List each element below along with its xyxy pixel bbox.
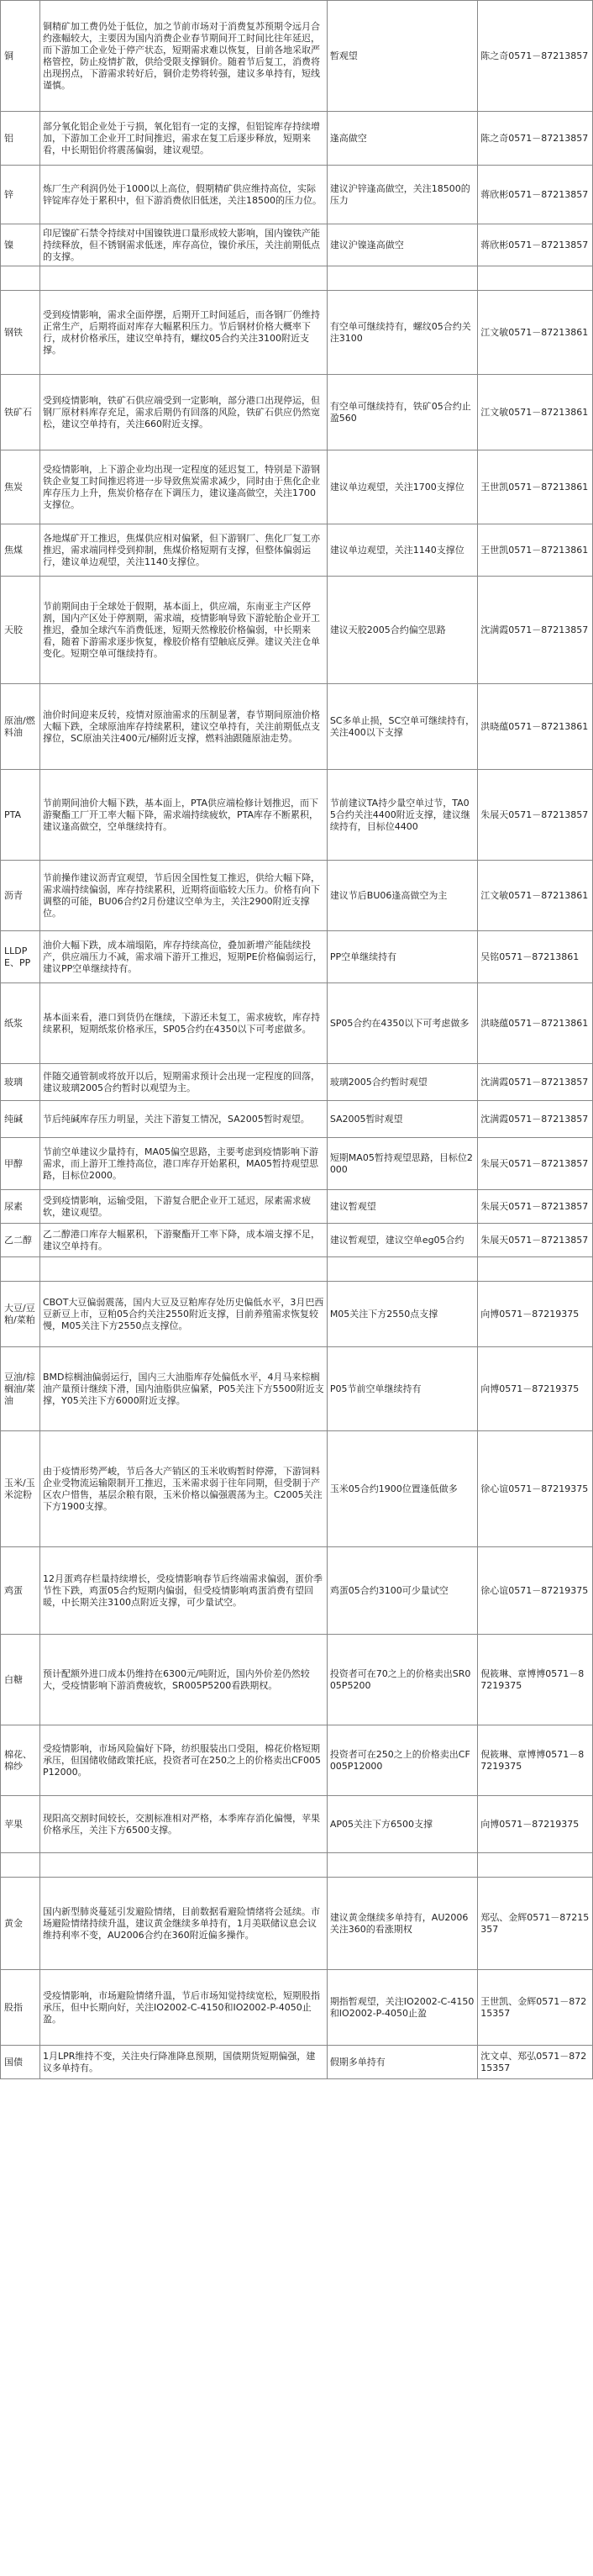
empty-cell bbox=[1, 1853, 40, 1878]
trading-view: 节前建议TA持少量空单过节，TA05合约关注4400附近支撑，建议继续持有，目标位4400 bbox=[327, 770, 477, 861]
commodity-name: 铁矿石 bbox=[1, 375, 40, 450]
analyst-contact: 倪筱琳、章博博0571－87219375 bbox=[478, 1725, 593, 1796]
analyst-contact: 蒋欣彬0571－87213857 bbox=[478, 224, 593, 266]
commodity-name: 苹果 bbox=[1, 1796, 40, 1853]
commodity-row bbox=[1, 1347, 593, 1431]
trading-view: 投资者可在70之上的价格卖出SR005P5200 bbox=[327, 1635, 477, 1725]
section-gap bbox=[1, 1257, 593, 1282]
trading-view: 鸡蛋05合约3100可少量试空 bbox=[327, 1547, 477, 1635]
market-analysis: 炼厂生产利润仍处于1000以上高位，假期精矿供应维持高位，实际锌锭库存处于累积中，但下游消费依旧低迷，关注18500的压力位。 bbox=[40, 166, 328, 224]
trading-view: M05关注下方2550点支撑 bbox=[327, 1282, 477, 1347]
commodity-name: 钢铁 bbox=[1, 291, 40, 375]
analyst-contact: 徐心谊0571－87219375 bbox=[478, 1547, 593, 1635]
commodity-row bbox=[1, 166, 593, 224]
commodity-name: 甲醇 bbox=[1, 1138, 40, 1190]
market-analysis: 节前期间油价大幅下跌，基本面上，PTA供应端检修计划推迟，而下游聚酯工厂开工率大幅下降，需求端持续疲软，PTA库存不断累积，建议逢高做空，空单继续持有。 bbox=[40, 770, 328, 861]
section-gap bbox=[1, 266, 593, 291]
trading-view: 假期多单持有 bbox=[327, 2046, 477, 2079]
analyst-contact: 王世凯0571－87213861 bbox=[478, 524, 593, 577]
market-analysis: 受到疫情影响，需求全面停摆，后期开工时间延后，而各钢厂仍维持正常生产，后期将面对库存大幅累积压力。节后钢材价格大概率下行，成材价格承压，建议空单持有，螺纹05合约关注3100附近支撑。 bbox=[40, 291, 328, 375]
market-analysis: 受到疫情影响，铁矿石供应端受到一定影响，部分港口出现停运，但钢厂原材料库存充足，需求后期仍有回落的风险，铁矿石供应仍然宽松，建议空单持有，关注660附近支撑。 bbox=[40, 375, 328, 450]
analyst-contact: 王世凯、金辉0571－87215357 bbox=[478, 1970, 593, 2046]
commodity-row bbox=[1, 1101, 593, 1138]
analyst-contact: 沈满霞0571－87213857 bbox=[478, 577, 593, 684]
trading-view: PP空单继续持有 bbox=[327, 931, 477, 983]
market-analysis: 预计配额外进口成本仍维持在6300元/吨附近，国内外价差仍然较大，受疫情影响下游消费疲软，SR005P5200看跌期权。 bbox=[40, 1635, 328, 1725]
market-analysis: 受到疫情影响，运输受阻，下游复合肥企业开工延迟，尿素需求疲软，建议观望。 bbox=[40, 1190, 328, 1224]
analyst-contact: 向博0571－87219375 bbox=[478, 1282, 593, 1347]
commodity-name: 焦煤 bbox=[1, 524, 40, 577]
market-analysis: 部分氧化铝企业处于亏损，氧化铝有一定的支撑，但铝锭库存持续增加，下游加工企业开工时间推迟，需求在复工后逐步释放，短期来看，中长期铝价将震荡偏弱，建议观望。 bbox=[40, 112, 328, 166]
commodity-name: 纸浆 bbox=[1, 983, 40, 1064]
market-analysis: 印尼镍矿石禁令持续对中国镍铁进口量形成较大影响，国内镍铁产能持续释放，但不锈钢需求低迷，库存高位，镍价承压，关注前期低点的支撑。 bbox=[40, 224, 328, 266]
market-analysis: 油价大幅下跌，成本端塌陷，库存持续高位，叠加新增产能陆续投产，供应端压力不减，需求端下游开工推迟，短期PE价格偏弱运行，建议PP空单继续持有。 bbox=[40, 931, 328, 983]
commodity-row bbox=[1, 1635, 593, 1725]
commodity-row bbox=[1, 1064, 593, 1101]
commodity-row bbox=[1, 524, 593, 577]
market-analysis: 受疫情影响，上下游企业均出现一定程度的延迟复工，特别是下游钢铁企业复工时间推迟将进一步导致焦炭需求减少，同时由于焦化企业库存压力上升，焦炭价格存在下调压力，建议逢高做空，关注1700支撑位。 bbox=[40, 450, 328, 524]
commodity-name: 沥青 bbox=[1, 861, 40, 931]
trading-view: 短期MA05暂持观望思路，目标位2000 bbox=[327, 1138, 477, 1190]
commodity-row bbox=[1, 1970, 593, 2046]
empty-cell bbox=[40, 1853, 328, 1878]
trading-view: 建议节后BU06逢高做空为主 bbox=[327, 861, 477, 931]
analyst-contact: 陈之奇0571－87213857 bbox=[478, 1, 593, 112]
market-analysis: 油价时间迎来反转，疫情对原油需求的压制显著，春节期间原油价格大幅下跌，全球原油库存持续累积，建议空单持有，关注前期低点支撑位，SC原油关注400元/桶附近支撑，燃料油跟随原油走势。 bbox=[40, 684, 328, 770]
commodity-name: 铜 bbox=[1, 1, 40, 112]
commodity-name: 尿素 bbox=[1, 1190, 40, 1224]
commodity-row bbox=[1, 577, 593, 684]
commodity-name: 玉米/玉米淀粉 bbox=[1, 1431, 40, 1547]
analyst-contact: 江文敏0571－87213861 bbox=[478, 291, 593, 375]
trading-view: SA2005暂时观望 bbox=[327, 1101, 477, 1138]
analyst-contact: 沈满霞0571－87213857 bbox=[478, 1064, 593, 1101]
market-analysis: 基本面来看，港口到货仍在继续，下游还未复工，需求疲软，库存持续累积，短期纸浆价格承压，SP05合约在4350以下可考虑做多。 bbox=[40, 983, 328, 1064]
analyst-contact: 向博0571－87219375 bbox=[478, 1796, 593, 1853]
commodity-row bbox=[1, 770, 593, 861]
empty-cell bbox=[478, 1257, 593, 1282]
market-analysis: 受疫情影响，市场避险情绪升温，节后市场知觉持续宽松，短期股指承压，但中长期向好，关注IO2002-C-4150和IO2002-P-4050止盈。 bbox=[40, 1970, 328, 2046]
commodity-row bbox=[1, 112, 593, 166]
trading-view: P05节前空单继续持有 bbox=[327, 1347, 477, 1431]
analyst-contact: 朱展天0571－87213857 bbox=[478, 1190, 593, 1224]
commodity-name: 股指 bbox=[1, 1970, 40, 2046]
commodity-name: 大豆/豆粕/菜粕 bbox=[1, 1282, 40, 1347]
commodity-name: PTA bbox=[1, 770, 40, 861]
empty-cell bbox=[327, 1257, 477, 1282]
commodity-name: 黄金 bbox=[1, 1878, 40, 1970]
trading-view: 建议暂观望 bbox=[327, 1190, 477, 1224]
commodity-row bbox=[1, 291, 593, 375]
commodity-row bbox=[1, 1224, 593, 1257]
trading-view: SP05合约在4350以下可考虑做多 bbox=[327, 983, 477, 1064]
commodity-row bbox=[1, 684, 593, 770]
trading-view: 建议暂观望，建议空单eg05合约 bbox=[327, 1224, 477, 1257]
market-analysis: 节前空单建议少量持有，MA05偏空思路，主要考虑到疫情影响下游需求，而上游开工维持高位，港口库存开始累积，MA05暂持观望思路，目标位2000。 bbox=[40, 1138, 328, 1190]
trading-view: 建议黄金继续多单持有，AU2006关注360的看涨期权 bbox=[327, 1878, 477, 1970]
trading-view: 建议单边观望，关注1700支撑位 bbox=[327, 450, 477, 524]
commodity-row bbox=[1, 224, 593, 266]
market-analysis: 各地煤矿开工推迟，焦煤供应相对偏紧，但下游钢厂、焦化厂复工亦推迟，需求端同样受到抑制，焦煤价格短期有支撑，但整体偏弱运行，建议单边观望，关注1140支撑位。 bbox=[40, 524, 328, 577]
commodity-row bbox=[1, 1547, 593, 1635]
market-analysis: BMD棕榈油偏弱运行，国内三大油脂库存处偏低水平，4月马来棕榈油产量预计继续下滑，国内油脂供应偏紧，P05关注下方5500附近支撑，Y05关注下方6000附近支撑。 bbox=[40, 1347, 328, 1431]
market-analysis: 12月蛋鸡存栏量持续增长，受疫情影响春节后终端需求偏弱，蛋价季节性下跌，鸡蛋05合约短期内偏弱，但受疫情影响鸡蛋消费有望回暖，中长期关注3100点附近支撑，可少量试空。 bbox=[40, 1547, 328, 1635]
commodity-name: 乙二醇 bbox=[1, 1224, 40, 1257]
trading-view: 期指暂观望，关注IO2002-C-4150和IO2002-P-4050止盈 bbox=[327, 1970, 477, 2046]
empty-cell bbox=[1, 1257, 40, 1282]
analyst-contact: 洪晓蕴0571－87213861 bbox=[478, 983, 593, 1064]
commodity-row bbox=[1, 1, 593, 112]
market-analysis: CBOT大豆偏弱震荡，国内大豆及豆粕库存处历史偏低水平，3月巴西豆新豆上市，豆粕05合约关注2550附近支撑，目前养殖需求恢复较慢，M05关注下方2550点支撑位。 bbox=[40, 1282, 328, 1347]
market-analysis: 现阳高交割时间较长，交割标准相对严格，本季库存消化偏慢，苹果价格承压，关注下方6500支撑。 bbox=[40, 1796, 328, 1853]
commodity-row bbox=[1, 1796, 593, 1853]
trading-view: 建议沪镍逢高做空 bbox=[327, 224, 477, 266]
commodity-row bbox=[1, 1282, 593, 1347]
commodity-name: 白糖 bbox=[1, 1635, 40, 1725]
commodity-name: 原油/燃料油 bbox=[1, 684, 40, 770]
analyst-contact: 沈满霞0571－87213857 bbox=[478, 1101, 593, 1138]
commodity-row bbox=[1, 1878, 593, 1970]
analyst-contact: 蒋欣彬0571－87213857 bbox=[478, 166, 593, 224]
commodity-row bbox=[1, 1725, 593, 1796]
analyst-contact: 向博0571－87219375 bbox=[478, 1347, 593, 1431]
market-analysis: 节前操作建议沥青宜观望，节后因全国性复工推迟，供给大幅下降，需求端持续偏弱，库存持续累积，近期将面临较大压力。价格有向下调整的可能，BU06合约2月份建议空单为主，关注2900附近支撑位。 bbox=[40, 861, 328, 931]
trading-view: 玻璃2005合约暂时观望 bbox=[327, 1064, 477, 1101]
market-analysis: 节后纯碱库存压力明显，关注下游复工情况，SA2005暂时观望。 bbox=[40, 1101, 328, 1138]
market-analysis: 乙二醇港口库存大幅累积，下游聚酯开工率下降，成本端支撑不足，建议空单持有。 bbox=[40, 1224, 328, 1257]
commodity-row bbox=[1, 861, 593, 931]
commodity-name: 棉花、棉纱 bbox=[1, 1725, 40, 1796]
commodity-name: 镍 bbox=[1, 224, 40, 266]
analyst-contact: 王世凯0571－87213861 bbox=[478, 450, 593, 524]
analyst-contact: 徐心谊0571－87219375 bbox=[478, 1431, 593, 1547]
market-analysis: 受疫情影响，市场风险偏好下降，纺织服装出口受阻，棉花价格短期承压，但国储收储政策托底，投资者可在250之上的价格卖出CF005P12000。 bbox=[40, 1725, 328, 1796]
commodity-name: 天胶 bbox=[1, 577, 40, 684]
empty-cell bbox=[478, 266, 593, 291]
analyst-contact: 吴铭0571－87213861 bbox=[478, 931, 593, 983]
market-analysis: 铜精矿加工费仍处于低位，加之节前市场对于消费复苏预期令远月合约涨幅较大，主要因为国内消费企业春节期间开工时间比往年延迟，而下游加工企业处于停产状态，短期需求难以恢复，目前各地采取严格管控，防止疫情扩散，供给受限支撑铜价。随着节后复工，消费将出现拐点，下游需求转好后，铜价走势将转强，建议多单持有，短线谨慎。 bbox=[40, 1, 328, 112]
empty-cell bbox=[327, 1853, 477, 1878]
commodity-name: 铝 bbox=[1, 112, 40, 166]
analyst-contact: 倪筱琳、章博博0571－87219375 bbox=[478, 1635, 593, 1725]
analyst-contact: 洪晓蕴0571－87213861 bbox=[478, 684, 593, 770]
commodity-row bbox=[1, 450, 593, 524]
trading-view: 暂观望 bbox=[327, 1, 477, 112]
analyst-contact: 朱展天0571－87213857 bbox=[478, 1138, 593, 1190]
commodity-row bbox=[1, 931, 593, 983]
market-analysis: 1月LPR维持不变，关注央行降准降息预期，国债期货短期偏强，建议多单持有。 bbox=[40, 2046, 328, 2079]
empty-cell bbox=[478, 1853, 593, 1878]
market-analysis: 国内新型肺炎蔓延引发避险情绪，目前数据看避险情绪将会延续。市场避险情绪持续升温，建议黄金继续多单持有，1月美联储议息会议维持利率不变，AU2006合约在360附近偏多操作。 bbox=[40, 1878, 328, 1970]
commodity-name: 焦炭 bbox=[1, 450, 40, 524]
trading-view: 建议天胶2005合约偏空思路 bbox=[327, 577, 477, 684]
market-analysis: 伴随交通管制或将放开以后，短期需求预计会出现一定程度的回落，建议玻璃2005合约暂时以观望为主。 bbox=[40, 1064, 328, 1101]
trading-view: 有空单可继续持有，铁矿05合约止盈560 bbox=[327, 375, 477, 450]
commodity-row bbox=[1, 983, 593, 1064]
commodity-name: 锌 bbox=[1, 166, 40, 224]
section-gap bbox=[1, 1853, 593, 1878]
analyst-contact: 陈之奇0571－87213857 bbox=[478, 112, 593, 166]
commodity-row bbox=[1, 1431, 593, 1547]
commodity-name: 纯碱 bbox=[1, 1101, 40, 1138]
trading-view: AP05关注下方6500支撑 bbox=[327, 1796, 477, 1853]
trading-view: 有空单可继续持有，螺纹05合约关注3100 bbox=[327, 291, 477, 375]
commodity-row bbox=[1, 1190, 593, 1224]
trading-view: SC多单止损，SC空单可继续持有，关注400以下支撑 bbox=[327, 684, 477, 770]
analyst-contact: 朱展天0571－87213857 bbox=[478, 1224, 593, 1257]
commodity-name: 玻璃 bbox=[1, 1064, 40, 1101]
commodity-row bbox=[1, 1138, 593, 1190]
commodity-row bbox=[1, 375, 593, 450]
commodity-row bbox=[1, 2046, 593, 2079]
empty-cell bbox=[40, 1257, 328, 1282]
trading-view: 投资者可在250之上的价格卖出CF005P12000 bbox=[327, 1725, 477, 1796]
trading-view: 玉米05合约1900位置逢低做多 bbox=[327, 1431, 477, 1547]
trading-view: 逢高做空 bbox=[327, 112, 477, 166]
empty-cell bbox=[327, 266, 477, 291]
commodity-name: 鸡蛋 bbox=[1, 1547, 40, 1635]
analyst-contact: 江文敏0571－87213861 bbox=[478, 375, 593, 450]
analyst-contact: 朱展天0571－87213857 bbox=[478, 770, 593, 861]
market-analysis: 由于疫情形势严峻，节后各大产销区的玉米收购暂时停滞，下游饲料企业受物流运输限制开工推迟，玉米需求弱于往年同期，但受制于产区农户惜售，基层余粮有限，玉米价格以偏强震荡为主。C2005关注下方1900支撑。 bbox=[40, 1431, 328, 1547]
commodity-name: 国债 bbox=[1, 2046, 40, 2079]
trading-view: 建议沪锌逢高做空，关注18500的压力 bbox=[327, 166, 477, 224]
commodity-name: LLDPE、PP bbox=[1, 931, 40, 983]
commodity-name: 豆油/棕榈油/菜油 bbox=[1, 1347, 40, 1431]
analyst-contact: 郑弘、金辉0571－87215357 bbox=[478, 1878, 593, 1970]
analyst-contact: 沈文卓、郑弘0571－87215357 bbox=[478, 2046, 593, 2079]
empty-cell bbox=[40, 266, 328, 291]
trading-view: 建议单边观望，关注1140支撑位 bbox=[327, 524, 477, 577]
analyst-contact: 江文敏0571－87213861 bbox=[478, 861, 593, 931]
market-analysis: 节前期间由于全球处于假期，基本面上，供应端，东南亚主产区停割，国内产区处于停割期，需求端，疫情影响导致下游轮胎企业开工推迟，叠加全球汽车消费低迷，短期天然橡胶价格偏弱，中长期来看，随着下游需求逐步恢复，橡胶价格有望触底反弹。建议关注仓单变化。短期空单可继续持有。 bbox=[40, 577, 328, 684]
empty-cell bbox=[1, 266, 40, 291]
